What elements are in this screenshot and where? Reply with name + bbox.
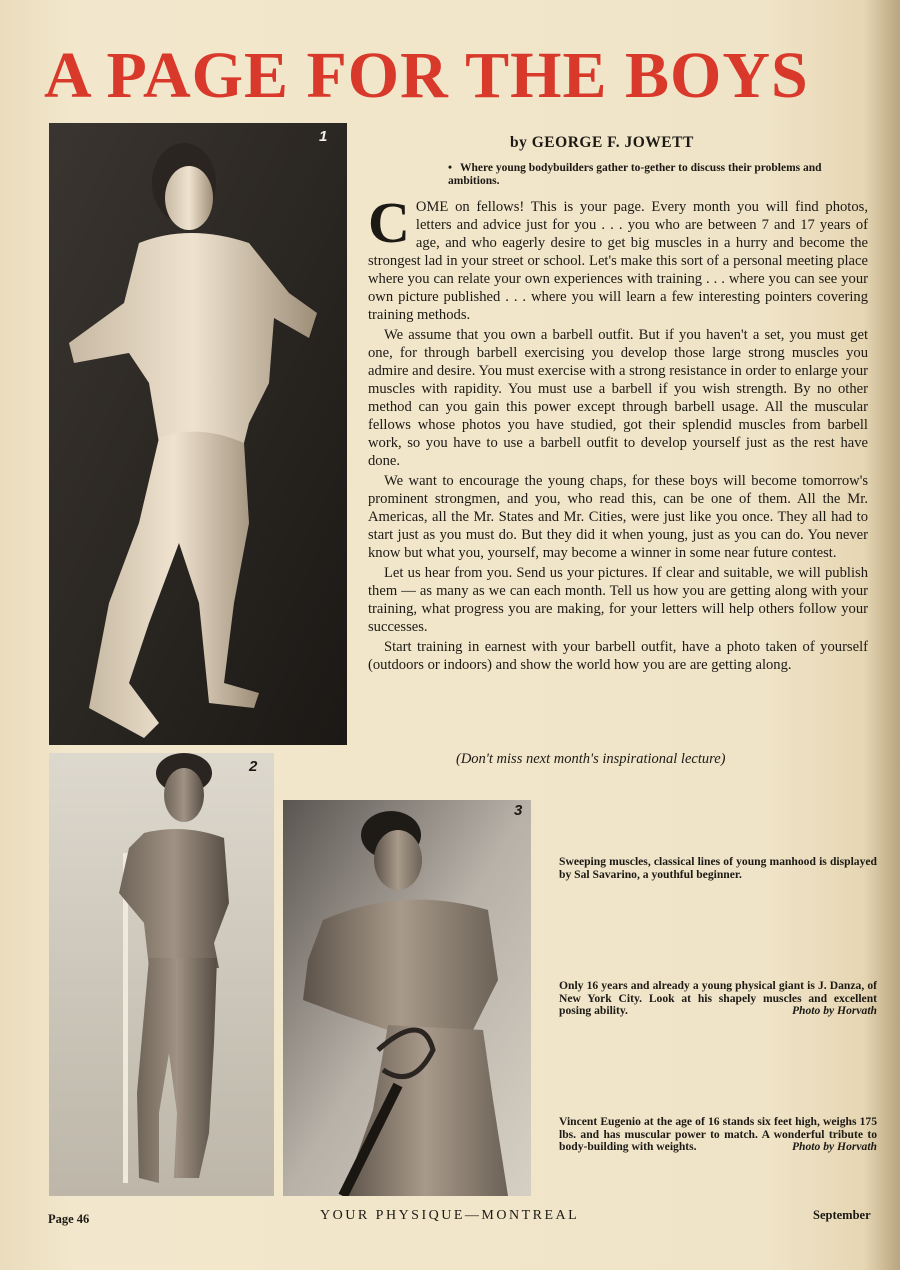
article-paragraph-3: We want to encourage the young chaps, for these boys will become tomorrow's prominent strongmen, and you, who read this, can be one of them. All the Mr. Americas, all the Mr. States and Mr. Cities, were just like you once. They all had to start just as you must do. But they did it when young, just as you can do. You never know but what you, yourself, may become a winner in some near future contest. bbox=[368, 473, 868, 561]
article-paragraph-4: Let us hear from you. Send us your pictures. If clear and suitable, we will publish them — as many as we can each month. Tell us how you are getting along with your training, what progress you are making, for your letters will help others follow your successes. bbox=[368, 565, 868, 635]
photo-1-number: 1 bbox=[319, 128, 328, 145]
page-headline: A PAGE FOR THE BOYS bbox=[44, 39, 809, 112]
drop-cap: C bbox=[368, 190, 410, 255]
article-paragraph-2: We assume that you own a barbell outfit. But if you haven't a set, you must get one, for through barbell exercising you develop those large strong muscles you admire and desire. You must exercise with a strong resistance in order to enlarge your muscles with rapidity. You must use a barbell if you wish strength. By no other method can you gain this power except through barbell usage. All the muscular fellows whose photos you have studied, got their splendid muscles from barbell work, so you have to use a barbell outfit to develop yourself just as the rest have done. bbox=[368, 327, 868, 469]
bullet-icon: • bbox=[448, 162, 453, 174]
subhead-text: Where young bodybuilders gather to-gether to discuss their problems and ambitions. bbox=[448, 162, 822, 187]
photo-2-number: 2 bbox=[249, 758, 258, 775]
next-month-teaser: (Don't miss next month's inspirational lecture) bbox=[456, 751, 726, 767]
photo-1 bbox=[49, 123, 347, 745]
photo-1-image bbox=[49, 123, 347, 745]
photo-3-number: 3 bbox=[514, 802, 523, 819]
issue-month: September bbox=[813, 1208, 871, 1222]
caption-2 bbox=[559, 980, 877, 1018]
caption-1-text: Sweeping muscles, classical lines of young manhood is displayed by Sal Savarino, a youthful beginner. bbox=[559, 855, 877, 881]
article-paragraph-1: COME on fellows! This is your page. Every month you will find photos, letters and advice just for you . . . you who are between 7 and 17 years of age, and who eagerly desire to get big muscles in a hurry and become the strongest lad in your street or school. Let's make this sort of a personal meeting place where you can relate your own experiences with training . . . where you can see your own picture published . . . where you will learn a few interesting pointers covering training methods. bbox=[368, 190, 868, 323]
article-paragraph-5: Start training in earnest with your barbell outfit, have a photo taken of yourself (outdoors or indoors) and show the world how you are are getting along. bbox=[368, 639, 868, 673]
caption-3-text: Vincent Eugenio at the age of 16 stands six feet high, weighs 175 lbs. and has muscular power to match. A wonderful tribute to body-building with weights. bbox=[559, 1115, 877, 1153]
byline: by GEORGE F. JOWETT bbox=[510, 134, 694, 151]
article-body bbox=[368, 190, 868, 676]
photo-2 bbox=[49, 753, 274, 1196]
caption-3-credit: Photo by Horvath bbox=[791, 1140, 877, 1153]
magazine-name: YOUR PHYSIQUE—MONTREAL bbox=[320, 1208, 580, 1223]
subhead bbox=[448, 162, 828, 188]
photo-3-image bbox=[283, 800, 531, 1196]
photo-3 bbox=[283, 800, 531, 1196]
page-number: Page 46 bbox=[48, 1212, 90, 1226]
caption-1 bbox=[559, 856, 877, 881]
photo-2-image bbox=[49, 753, 274, 1196]
caption-2-credit: Photo by Horvath bbox=[791, 1004, 877, 1017]
caption-2-text: Only 16 years and already a young physical giant is J. Danza, of New York City. Look at his shapely muscles and excellent posing ability. bbox=[559, 979, 877, 1017]
caption-3 bbox=[559, 1116, 877, 1154]
